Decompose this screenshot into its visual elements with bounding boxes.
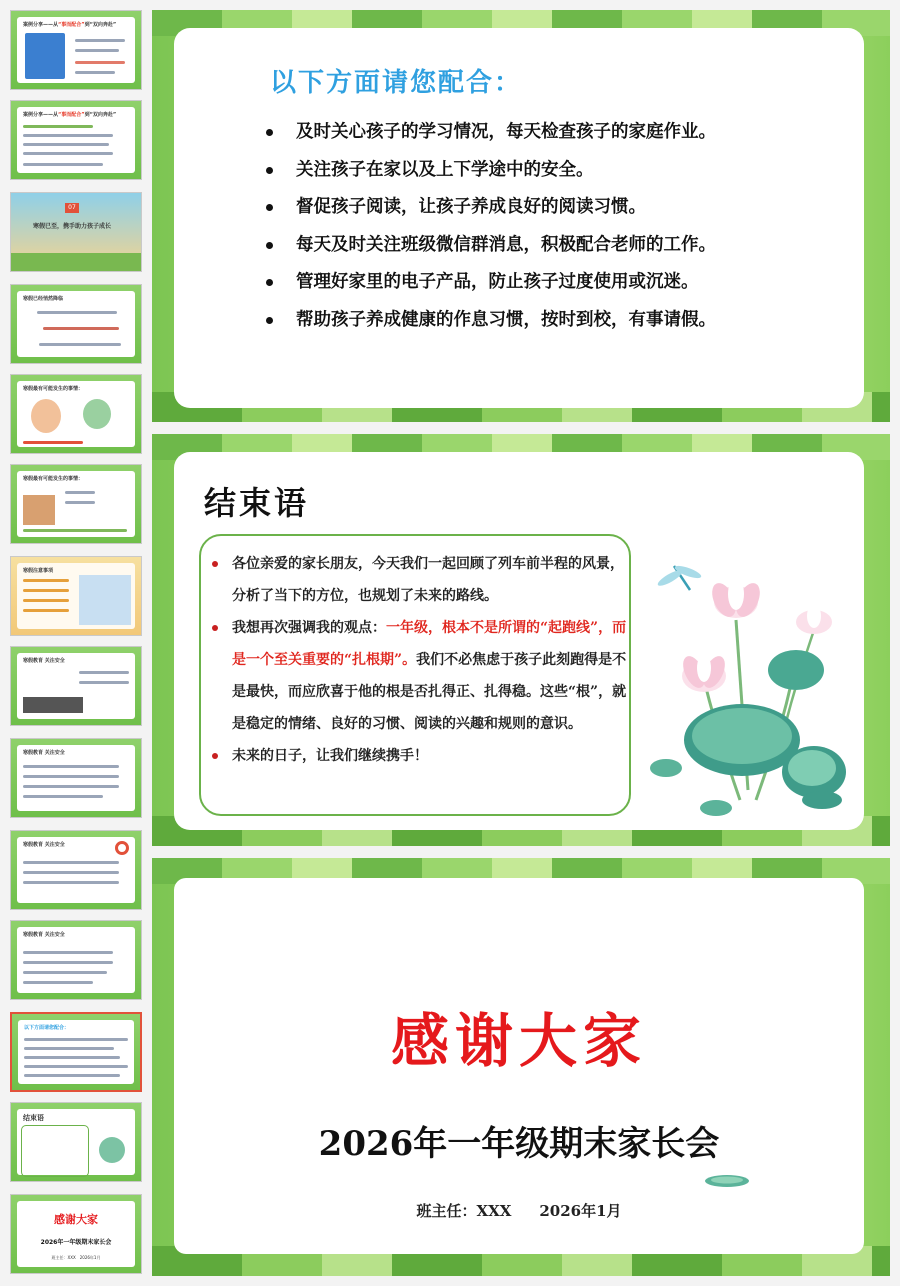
slide-content-card (174, 878, 864, 1254)
slide-thumbnail-5[interactable]: 寒假最有可能发生的事情： (10, 374, 142, 454)
slide-thumbnail-12[interactable]: 以下方面请您配合： (10, 1012, 142, 1092)
bullet-icon (212, 753, 218, 759)
slide-thumbnail-14[interactable]: 感谢大家 2026年一年级期末家长会 班主任：XXX 2026年1月 (10, 1194, 142, 1274)
table-preview (79, 575, 131, 625)
paragraph: 未来的日子，让我们继续携手！ (210, 740, 630, 772)
grass-strip (11, 253, 142, 271)
slide-thumbnail-3[interactable]: 07 寒假已至，携手助力孩子成长 (10, 192, 142, 272)
slide-content-card (174, 28, 864, 408)
slide-thumbnail-10[interactable]: 寒假教育 关注安全 (10, 830, 142, 910)
slide-thumbnail-2[interactable]: 案例分享——从“事而配合”到“双向奔赴” (10, 100, 142, 180)
slide-thumbnail-panel (0, 0, 150, 1286)
paragraph: 我想再次强调我的观点：一年级，根本不是所谓的“起跑线”，而是一个至关重要的“扎根期”。我们不必焦虑于孩子此刻跑得是不是最快，而应欣喜于他的根是否扎得正、扎得稳。这些“根”，就是稳定的情绪、良好的习惯、阅读的兴趣和规则的意识。 (210, 612, 630, 740)
slide-thumbnail-6[interactable]: 寒假最有可能发生的事情： (10, 464, 142, 544)
lotus-flower (796, 604, 832, 634)
list-item: 每天及时关注班级微信群消息，积极配合老师的工作。 (266, 227, 716, 265)
classroom-illustration (23, 495, 55, 525)
lotus-flower (707, 578, 764, 621)
list-item: 及时关心孩子的学习情况，每天检查孩子的家庭作业。 (266, 114, 716, 152)
slide-thumbnail-11[interactable]: 寒假教育 关注安全 (10, 920, 142, 1000)
teacher-label: 班主任：XXX (416, 1202, 512, 1220)
diagram-block (25, 33, 65, 79)
leaf-icon (704, 1174, 750, 1188)
slide-thumbnail-13[interactable]: 结束语 (10, 1102, 142, 1182)
thank-you-title: 感谢大家 (390, 1007, 647, 1075)
paragraph: 各位亲爱的家长朋友，今天我们一起回顾了列车前半程的风景，分析了当下的方位，也规划了未来的路线。 (210, 548, 630, 612)
list-item: 管理好家里的电子产品，防止孩子过度使用或沉迷。 (266, 264, 716, 302)
date-label: 2026年1月 (539, 1202, 622, 1220)
slide-content-card (174, 452, 864, 830)
bullet-icon (266, 317, 273, 324)
character-illustration (31, 399, 61, 433)
closing-text (210, 548, 630, 772)
lotus-illustration (99, 1137, 125, 1163)
lotus-illustration (644, 560, 854, 820)
list-item: 帮助孩子养成健康的作息习惯，按时到校，有事请假。 (266, 302, 716, 340)
meeting-title: 2026年一年级期末家长会 (318, 1124, 720, 1164)
section-badge: 07 (65, 203, 79, 213)
bullet-icon (266, 204, 273, 211)
slide-thumbnail-7[interactable]: 寒假注意事项 (10, 556, 142, 636)
slide-thumbnail-8[interactable]: 寒假教育 关注安全 (10, 646, 142, 726)
bullet-icon (266, 129, 273, 136)
bullet-icon (266, 242, 273, 249)
list-item: 督促孩子阅读，让孩子养成良好的阅读习惯。 (266, 189, 716, 227)
bullet-icon (212, 561, 218, 567)
slide-closing-remarks[interactable] (152, 434, 890, 846)
crosswalk-illustration (23, 697, 83, 713)
bullet-icon (212, 625, 218, 631)
bullet-icon (266, 279, 273, 286)
slide-thumbnail-1[interactable]: 案例分享——从“事而配合”到“双向奔赴” (10, 10, 142, 90)
slide-cooperation[interactable] (152, 10, 890, 422)
slide-thumbnail-9[interactable]: 寒假教育 关注安全 (10, 738, 142, 818)
slide-thank-you[interactable] (152, 858, 890, 1276)
character-illustration (83, 399, 111, 429)
lotus-leaf (768, 650, 824, 690)
slide-thumbnail-4[interactable]: 寒假已经悄然降临 (10, 284, 142, 364)
dragonfly-icon (656, 563, 703, 590)
presenter-info (174, 1200, 864, 1221)
slide-title: 结束语 (204, 484, 310, 522)
list-item: 关注孩子在家以及上下学途中的安全。 (266, 152, 716, 190)
lotus-flower (679, 653, 730, 692)
cooperation-list (266, 114, 716, 339)
bullet-icon (266, 167, 273, 174)
lifebuoy-icon (115, 841, 129, 855)
slide-title: 以下方面请您配合： (270, 68, 523, 98)
text-frame (21, 1125, 89, 1177)
